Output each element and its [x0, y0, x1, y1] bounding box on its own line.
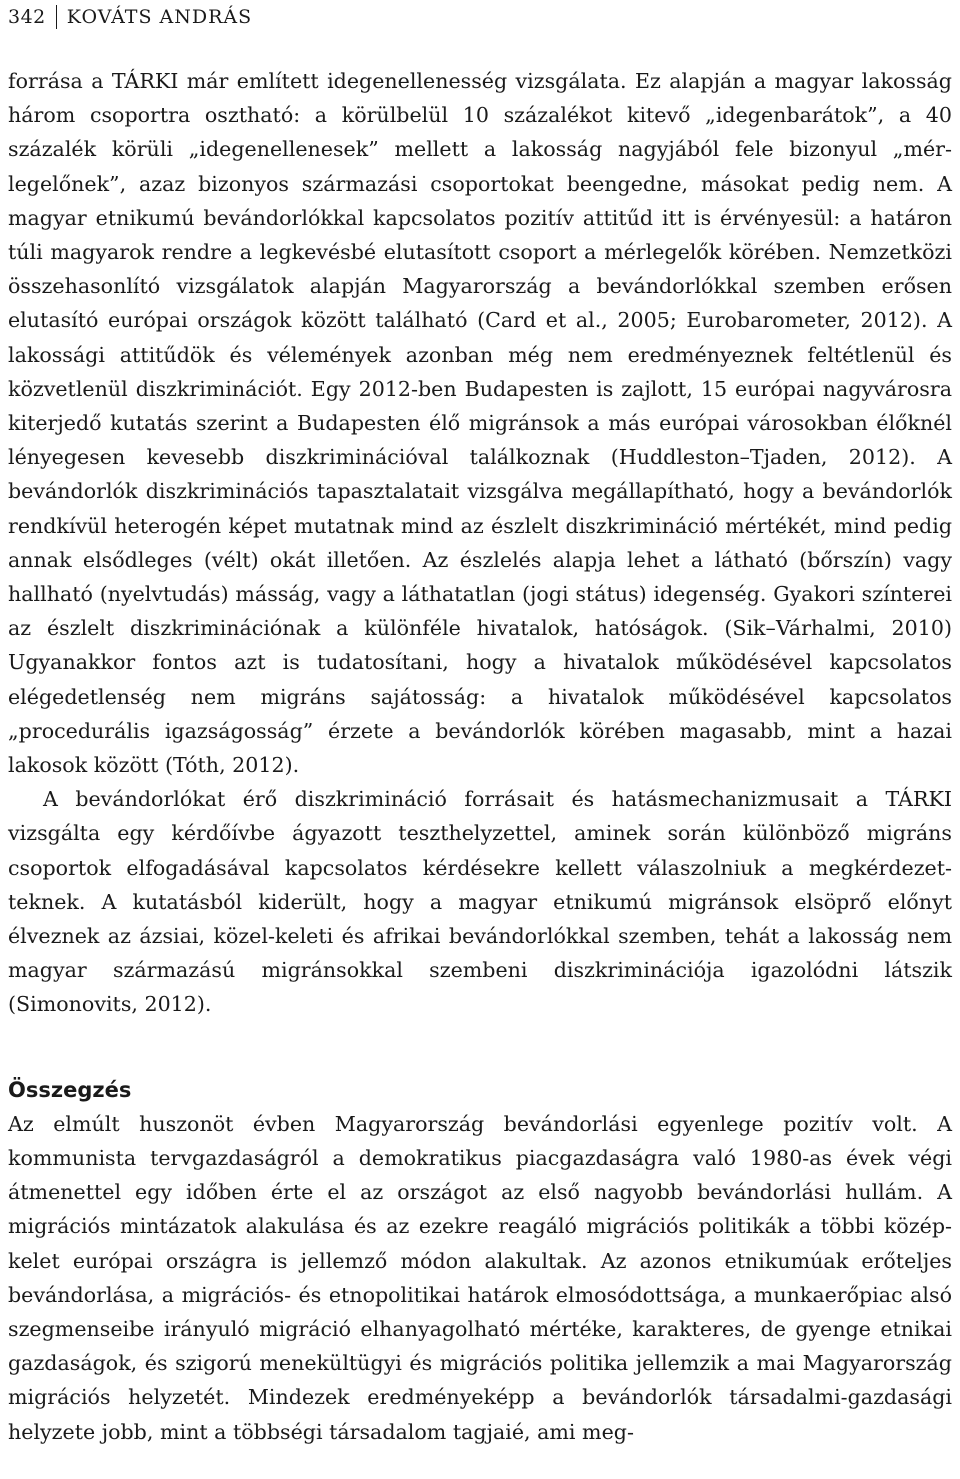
paragraph-continued: forrása a TÁRKI már említett idegenellenesség vizsgálata. Ez alapján a magyar lakosság három csoportra osztható: a körülbelül 10 százalékot kitevő „idegenbarátok”, a 40 százalék körüli „idegenellenesek” mellett a lakosság nagyjából fele bizonyul „mérlegelőnek”, azaz bizonyos származási csoportokat beengedne, másokat pedig nem. A magyar etnikumú bevándorlókkal kapcsolatos pozitív attitűd itt is érvényesül: a határon túli magyarok rendre a legkevésbé elutasított csoport a mérlegelők körében. Nemzetközi összehasonlító vizsgálatok alapján Magyarország a bevándorlókkal szemben erősen elutasító európai országok között található (Card et al., 2005; Eurobarometer, 2012). A lakossági attitűdök és vélemények azonban még nem eredményeznek feltétlenül és közvetlenül diszkriminációt. Egy 2012-ben Budapesten is zajlott, 15 európai nagyvárosra kiterjedő kutatás szerint a Budapesten élő migránsok a más európai városokban élőknél lényegesen kevesebb diszkriminációval találkoznak (Huddleston–Tjaden, 2012). A bevándorlók diszkriminációs tapasztalatait vizsgálva megállapítható, hogy a bevándorlók rendkívül heterogén képet mutatnak mind az észlelt diszkrimináció mértékét, mind pedig annak elsődleges (vélt) okát illetően. Az észlelés alapja lehet a látható (bőrszín) vagy hallható (nyelvtudás) másság, vagy a láthatatlan (jogi státus) idegenség. Gyakori színterei az észlelt diszkriminációnak a különféle hivatalok, hatóságok. (Sik–Várhalmi, 2010) Ugyanakkor fontos azt is tudatosítani, hogy a hivatalok működésével kapcsolatos elégedetlenség nem migráns sajátosság: a hivatalok működésével kapcsolatos „procedurális igazságosság” érzete a bevándorlók körében magasabb, mint a hazai lakosok között (Tóth, 2012). — [8, 69, 952, 778]
header-divider — [56, 5, 57, 29]
paragraph-tarki: A bevándorlókat érő diszkrimináció forrásait és hatásmechanizmusait a TÁRKI vizsgálta egy kérdőívbe ágyazott teszthelyzettel, aminek során különböző migráns csoportok elfogadásával kapcsolatos kérdésekre kellett válaszolniuk a megkérdezetteknek. A kutatásból kiderült, hogy a magyar etnikumú migránsok elsöprő előnyt élveznek az ázsiai, közel-keleti és afrikai bevándorlókkal szemben, tehát a lakosság nem magyar származású migránsokkal szembeni diszkriminációja igazolódni látszik (Simonovits, 2012). — [8, 787, 952, 1017]
section-heading: Összegzés — [8, 1077, 132, 1102]
author-name: KOVÁTS ANDRÁS — [66, 6, 253, 28]
running-head — [8, 4, 252, 30]
page-number: 342 — [8, 6, 46, 28]
body-text — [8, 64, 952, 1449]
section-spacer — [8, 1022, 952, 1073]
paragraph-summary: Az elmúlt huszonöt évben Magyarország bevándorlási egyenlege pozitív volt. A kommunista tervgazdaságról a demokratikus piacgazdaságra való 1980-as évek végi átmenettel egy időben érte el az országot az első nagyobb bevándorlási hullám. A migrációs mintázatok alakulása és az ezekre reagáló migrációs politikák a többi közép-kelet európai országra is jellemző módon alakultak. Az azonos etnikumúak erőteljes bevándorlása, a migrációs- és etnopolitikai határok elmosódottsága, a munkaerőpiac alsó szegmenseibe irányuló migráció elhanyagolható mértéke, karakteres, de gyenge etnikai gazdaságok, és szigorú menekültügyi és migrációs politika jellemzik a mai Magyarország migrációs helyzetét. Mindezek eredményeképp a bevándorlók társadalmi-gazdasági helyzete jobb, mint a többségi társadalom tagjaié, ami meg- — [8, 1111, 952, 1444]
